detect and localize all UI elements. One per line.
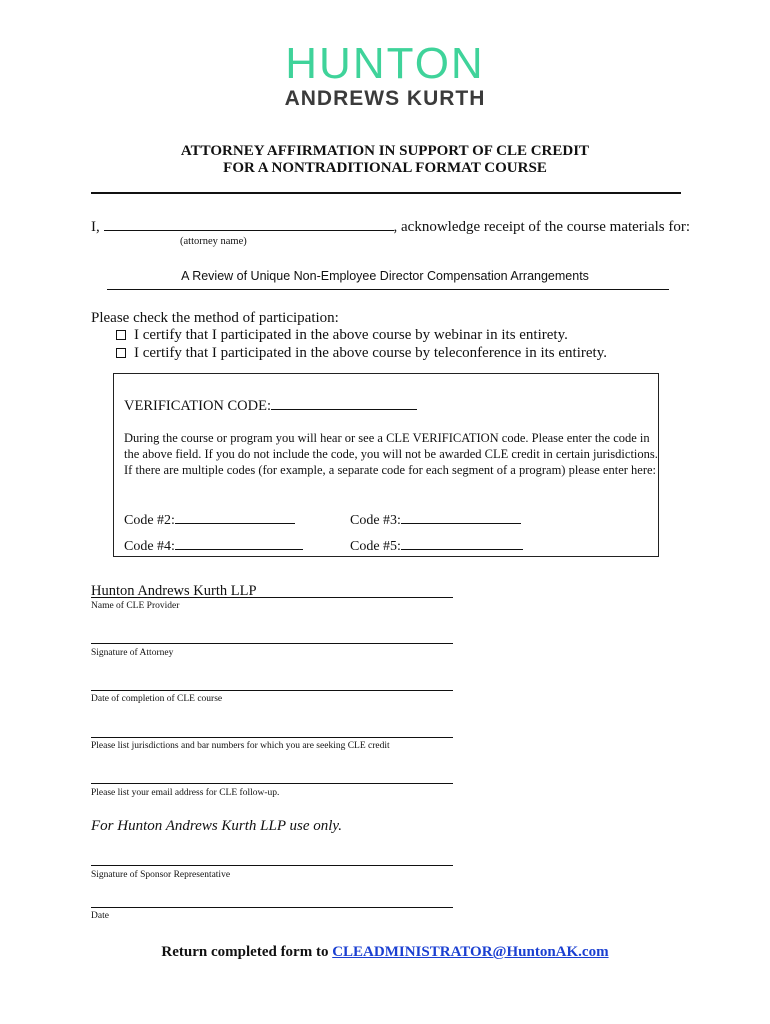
verification-code-field[interactable] [271, 395, 417, 410]
sponsor-use-note: For Hunton Andrews Kurth LLP use only. [91, 818, 343, 834]
code-3-field[interactable] [401, 509, 521, 524]
form-title-line1: ATTORNEY AFFIRMATION IN SUPPORT OF CLE CREDIT [180, 143, 590, 159]
participation-prompt: Please check the method of participation: [91, 310, 339, 326]
email-label: Please list your email address for CLE follow-up. [91, 788, 280, 798]
verification-instructions: During the course or program you will hear or see a CLE VERIFICATION code. Please enter the code in the above field. If you do not include the code, you will not be awarded CLE credit in certain jurisdictions. If there are multiple codes (for example, a separate code for each segment of a program) please enter here: [124, 431, 658, 477]
acknowledge-line [91, 216, 690, 237]
return-prefix: Return completed form to [161, 944, 329, 960]
attorney-signature-label: Signature of Attorney [91, 648, 174, 658]
verification-code-label: VERIFICATION CODE: [124, 398, 272, 414]
attorney-signature-field[interactable] [91, 643, 453, 644]
code-3-label: Code #3: [350, 513, 401, 528]
jurisdictions-label: Please list jurisdictions and bar numbers for which you are seeking CLE credit [91, 741, 390, 751]
attorney-name-caption: (attorney name) [180, 236, 247, 247]
email-field[interactable] [91, 783, 453, 784]
provider-label: Name of CLE Provider [91, 601, 180, 611]
course-divider [107, 289, 669, 290]
jurisdictions-field[interactable] [91, 737, 453, 738]
participation-option-webinar [116, 325, 568, 345]
completion-date-label: Date of completion of CLE course [91, 694, 223, 704]
acknowledge-suffix: , acknowledge receipt of the course materials for: [393, 219, 691, 235]
attorney-name-field[interactable] [104, 216, 394, 231]
code-5-field[interactable] [401, 535, 523, 550]
webinar-checkbox[interactable] [116, 330, 126, 340]
sponsor-signature-field[interactable] [91, 865, 453, 866]
teleconference-label: I certify that I participated in the above course by teleconference in its entirety. [134, 345, 607, 361]
participation-option-teleconference [116, 343, 607, 363]
verification-code-row [124, 395, 417, 416]
logo-hunton: HUNTON [285, 39, 485, 88]
code-5-row [350, 535, 523, 557]
code-4-field[interactable] [175, 535, 303, 550]
teleconference-checkbox[interactable] [116, 348, 126, 358]
provider-value[interactable]: Hunton Andrews Kurth LLP [91, 583, 257, 599]
form-title-line2: FOR A NONTRADITIONAL FORMAT COURSE [223, 160, 547, 176]
cle-admin-email-link[interactable]: CLEADMINISTRATOR@HuntonAK.com [332, 944, 609, 960]
code-4-row [124, 535, 303, 557]
return-instructions [0, 942, 770, 962]
code-2-field[interactable] [175, 509, 295, 524]
code-2-row [124, 509, 295, 531]
code-4-label: Code #4: [124, 539, 175, 554]
sponsor-signature-label: Signature of Sponsor Representative [91, 870, 231, 880]
course-title: A Review of Unique Non-Employee Director Compensation Arrangements [181, 269, 589, 283]
provider-line [91, 597, 453, 598]
logo-andrews-kurth: ANDREWS KURTH [284, 87, 486, 110]
completion-date-field[interactable] [91, 690, 453, 691]
code-3-row [350, 509, 521, 531]
webinar-label: I certify that I participated in the above course by webinar in its entirety. [134, 327, 568, 343]
acknowledge-prefix: I, [91, 219, 100, 235]
sponsor-date-field[interactable] [91, 907, 453, 908]
title-divider [91, 192, 681, 194]
code-5-label: Code #5: [350, 539, 401, 554]
sponsor-date-label: Date [91, 911, 109, 921]
code-2-label: Code #2: [124, 513, 175, 528]
